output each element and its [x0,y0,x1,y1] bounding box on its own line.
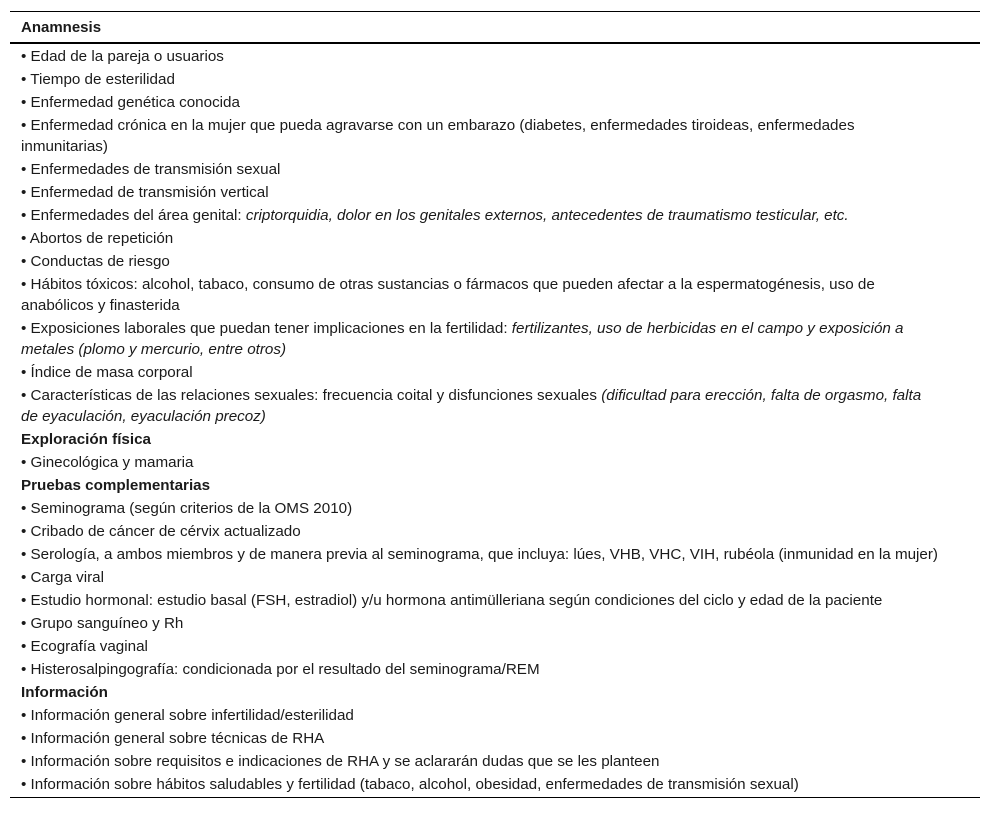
list-item: • Información sobre requisitos e indicaciones de RHA y se aclararán dudas que se les planteen [21,753,660,770]
protocol-table [10,11,980,798]
list-item: • Estudio hormonal: estudio basal (FSH, estradiol) y/u hormona antimülleriana según condiciones del ciclo y edad de la paciente [21,592,883,609]
list-item: • Características de las relaciones sexuales: frecuencia coital y disfunciones sexuales (dificultad para erección, falta de orgasmo, falta de eyaculación, eyaculación precoz) [21,387,922,425]
list-item: • Conductas de riesgo [21,253,170,270]
list-item: • Enfermedades del área genital: criptorquidia, dolor en los genitales externos, antecedentes de traumatismo testicular, etc. [21,207,849,224]
list-item: • Ginecológica y mamaria [21,454,194,471]
section-title-pruebas: Pruebas complementarias [21,477,211,494]
list-item: • Histerosalpingografía: condicionada por el resultado del seminograma/REM [21,661,540,678]
list-item: • Exposiciones laborales que puedan tener implicaciones en la fertilidad: fertilizantes, uso de herbicidas en el campo y exposición a metales (plomo y mercurio, entre otros) [21,320,904,358]
list-item: • Hábitos tóxicos: alcohol, tabaco, consumo de otras sustancias o fármacos que pueden afectar a la espermatogénesis, uso de anabólicos y finasterida [21,276,875,314]
list-item: • Enfermedades de transmisión sexual [21,161,281,178]
list-item: • Tiempo de esterilidad [21,71,175,88]
list-item: • Edad de la pareja o usuarios [21,48,224,65]
list-item: • Información sobre hábitos saludables y fertilidad (tabaco, alcohol, obesidad, enfermedades de transmisión sexual) [21,776,799,793]
section-title-informacion: Información [21,684,108,701]
list-item: • Enfermedad genética conocida [21,94,240,111]
list-item: • Enfermedad de transmisión vertical [21,184,269,201]
list-item: • Ecografía vaginal [21,638,148,655]
list-item: • Índice de masa corporal [21,364,193,381]
list-item: • Serología, a ambos miembros y de manera previa al seminograma, que incluya: lúes, VHB, VHC, VIH, rubéola (inmunidad en la mujer) [21,546,938,563]
list-item: • Seminograma (según criterios de la OMS 2010) [21,500,353,517]
list-item: • Carga viral [21,569,104,586]
list-item: • Cribado de cáncer de cérvix actualizado [21,523,301,540]
section-title-exploracion: Exploración física [21,431,151,448]
list-item: • Grupo sanguíneo y Rh [21,615,184,632]
table-header [10,12,980,44]
header-title: Anamnesis [21,18,102,36]
list-item: • Información general sobre infertilidad/esterilidad [21,707,354,724]
table-body [10,44,980,797]
list-item: • Información general sobre técnicas de RHA [21,730,325,747]
list-item: • Enfermedad crónica en la mujer que pueda agravarse con un embarazo (diabetes, enfermedades tiroideas, enfermedades inmunitarias) [21,117,855,155]
list-item: • Abortos de repetición [21,230,174,247]
